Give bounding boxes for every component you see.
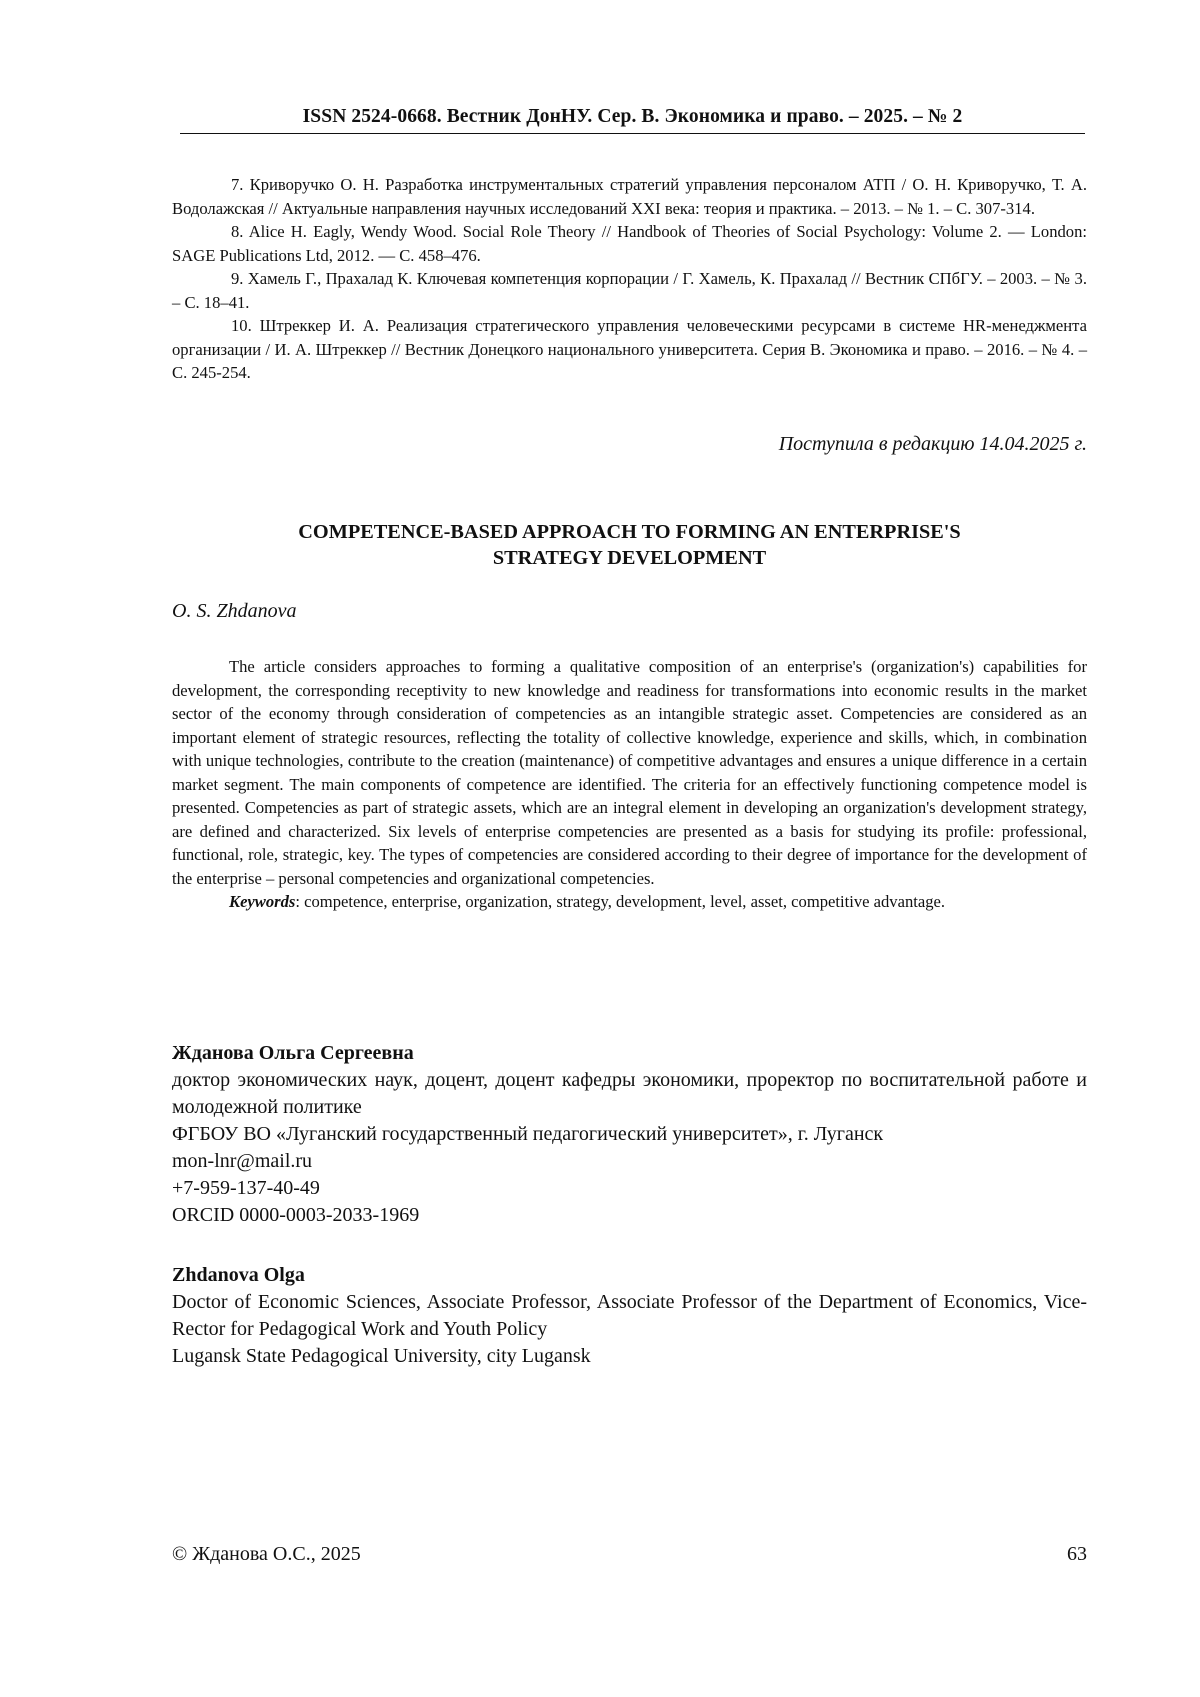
abstract xyxy=(172,655,1087,914)
author-info-ru xyxy=(172,1040,1087,1229)
author-info-en xyxy=(172,1262,1087,1370)
reference-item: 8. Alice H. Eagly, Wendy Wood. Social Role Theory // Handbook of Theories of Social Psychology: Volume 2. — London: SAGE Publications Ltd, 2012. — С. 458–476. xyxy=(172,222,1087,265)
author-phone: +7-959-137-40-49 xyxy=(172,1177,320,1199)
author-orcid: ORCID 0000-0003-2033-1969 xyxy=(172,1204,420,1226)
header-divider xyxy=(180,133,1085,134)
author-position-ru: доктор экономических наук, доцент, доцент кафедры экономики, проректор по воспитательной работе и молодежной политике xyxy=(172,1069,1087,1118)
keywords-paragraph xyxy=(172,890,1087,914)
author-name-en: Zhdanova Olga xyxy=(172,1264,305,1286)
reference-item: 10. Штреккер И. А. Реализация стратегического управления человеческими ресурсами в системе HR-менеджмента организации / И. А. Штреккер // Вестник Донецкого национального университета. Серия В. Экономика и право. – 2016. – № 4. – С. 245-254. xyxy=(172,316,1087,382)
reference-item: 9. Хамель Г., Прахалад К. Ключевая компетенция корпорации / Г. Хамель, К. Прахалад // Вестник СПбГУ. – 2003. – № 3. – С. 18–41. xyxy=(172,269,1087,312)
running-header: ISSN 2524-0668. Вестник ДонНУ. Сер. В. Экономика и право. – 2025. – № 2 xyxy=(302,106,963,127)
article-title-line-1: COMPETENCE-BASED APPROACH TO FORMING AN ENTERPRISE'S xyxy=(298,521,961,543)
reference-list xyxy=(172,173,1087,385)
author-position-en: Doctor of Economic Sciences, Associate Professor, Associate Professor of the Department of Economics, Vice-Rector for Pedagogical Work and Youth Policy xyxy=(172,1291,1087,1340)
keywords-text: : competence, enterprise, organization, strategy, development, level, asset, competitive advantage. xyxy=(295,892,946,911)
author-affiliation-ru: ФГБОУ ВО «Луганский государственный педагогический университет», г. Луганск xyxy=(172,1123,884,1145)
author-email: mon-lnr@mail.ru xyxy=(172,1150,313,1172)
keywords-label: Keywords xyxy=(229,892,296,911)
copyright-notice: © Жданова О.С., 2025 xyxy=(172,1543,361,1565)
article-title-line-2: STRATEGY DEVELOPMENT xyxy=(492,547,767,569)
article-title xyxy=(172,519,1087,571)
author-affiliation-en: Lugansk State Pedagogical University, city Lugansk xyxy=(172,1345,591,1367)
received-date-note: Поступила в редакцию 14.04.2025 г. xyxy=(778,433,1087,455)
abstract-text: The article considers approaches to forming a qualitative composition of an enterprise's (organization's) capabilities for development, the corresponding receptivity to new knowledge and readiness for transformations into economic results in the market sector of the economy through consideration of competencies as an intangible strategic asset. Competencies are considered as an important element of strategic resources, reflecting the totality of collective knowledge, experience and skills, which, in combination with unique technologies, contribute to the creation (maintenance) of competitive advantages and ensures a unique difference in a certain market segment. The main components of competence are identified. The criteria for an effectively functioning competence model is presented. Competencies as part of strategic assets, which are an integral element in developing an organization's development strategy, are defined and characterized. Six levels of enterprise competencies are presented as a basis for studying its profile: professional, functional, role, strategic, key. The types of competencies are considered according to their degree of importance for the development of the enterprise – personal competencies and organizational competencies. xyxy=(172,657,1087,888)
author-name-ru: Жданова Ольга Сергеевна xyxy=(172,1042,414,1064)
page-number: 63 xyxy=(1067,1543,1087,1565)
reference-item: 7. Криворучко О. Н. Разработка инструментальных стратегий управления персоналом АТП / О. Н. Криворучко, Т. А. Водолажская // Актуальные направления научных исследований XXI века: теория и практика. – 2013. – № 1. – С. 307-314. xyxy=(172,175,1087,218)
article-author: O. S. Zhdanova xyxy=(172,600,297,622)
